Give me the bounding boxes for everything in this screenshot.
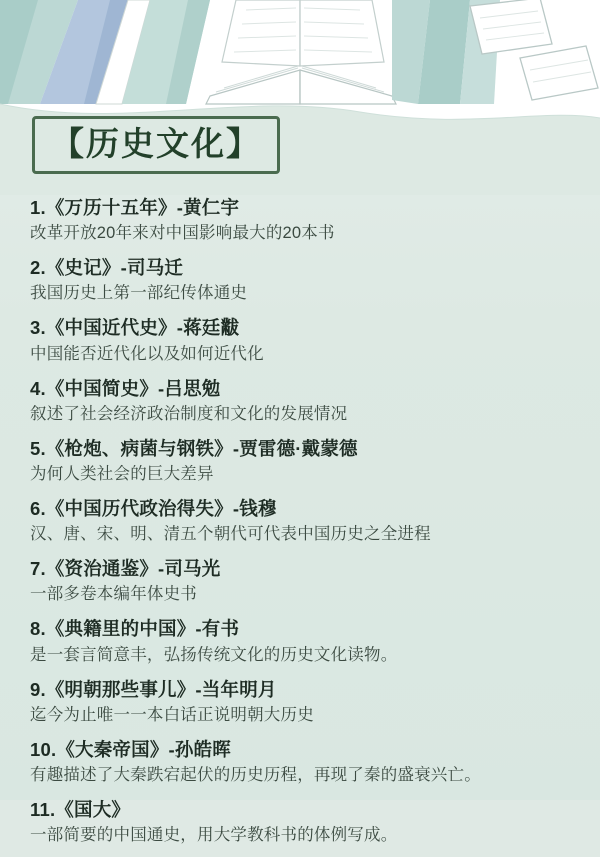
book-title: 10.《大秦帝国》-孙皓晖 <box>30 738 231 760</box>
book-title: 9.《明朝那些事儿》-当年明月 <box>30 678 277 700</box>
book-description: 一部多卷本编年体史书 <box>30 585 197 604</box>
book-description: 改革开放20年来对中国影响最大的20本书 <box>30 224 335 243</box>
book-title: 1.《万历十五年》-黄仁宇 <box>30 197 240 218</box>
page-title-wrapper <box>32 116 280 174</box>
book-title: 4.《中国简史》-吕思勉 <box>30 377 221 399</box>
page-title: 【历史文化】 <box>32 116 280 174</box>
list-item <box>30 255 575 306</box>
list-item <box>30 195 575 246</box>
list-item <box>30 315 575 366</box>
book-description: 中国能否近代化以及如何近代化 <box>30 344 264 363</box>
book-title: 7.《资治通鉴》-司马光 <box>30 558 221 580</box>
list-item <box>30 556 575 607</box>
list-item <box>30 376 575 427</box>
book-description: 是一套言简意丰，弘扬传统文化的历史文化读物。 <box>30 645 398 664</box>
book-description: 迄今为止唯一一本白话正说明朝大历史 <box>30 705 314 724</box>
book-title: 5.《枪炮、病菌与钢铁》-贾雷德·戴蒙德 <box>30 437 358 459</box>
list-item <box>30 737 575 788</box>
book-description: 一部简要的中国通史，用大学教科书的体例写成。 <box>30 826 398 845</box>
book-title: 6.《中国历代政治得失》-钱穆 <box>30 497 277 519</box>
book-title: 11.《国大》 <box>30 798 131 820</box>
list-item <box>30 797 575 848</box>
list-item <box>30 496 575 547</box>
book-title: 8.《典籍里的中国》-有书 <box>30 618 240 640</box>
list-item <box>30 616 575 667</box>
book-description: 有趣描述了大秦跌宕起伏的历史历程，再现了秦的盛衰兴亡。 <box>30 765 481 784</box>
list-item <box>30 436 575 487</box>
list-item <box>30 677 575 728</box>
book-description: 汉、唐、宋、明、清五个朝代可代表中国历史之全进程 <box>30 525 431 544</box>
book-description: 为何人类社会的巨大差异 <box>30 465 214 484</box>
book-title: 3.《中国近代史》-蒋廷黻 <box>30 317 240 339</box>
book-list <box>30 195 575 857</box>
book-title: 2.《史记》-司马迁 <box>30 257 184 279</box>
book-description: 我国历史上第一部纪传体通史 <box>30 284 248 303</box>
book-description: 叙述了社会经济政治制度和文化的发展情况 <box>30 404 348 423</box>
